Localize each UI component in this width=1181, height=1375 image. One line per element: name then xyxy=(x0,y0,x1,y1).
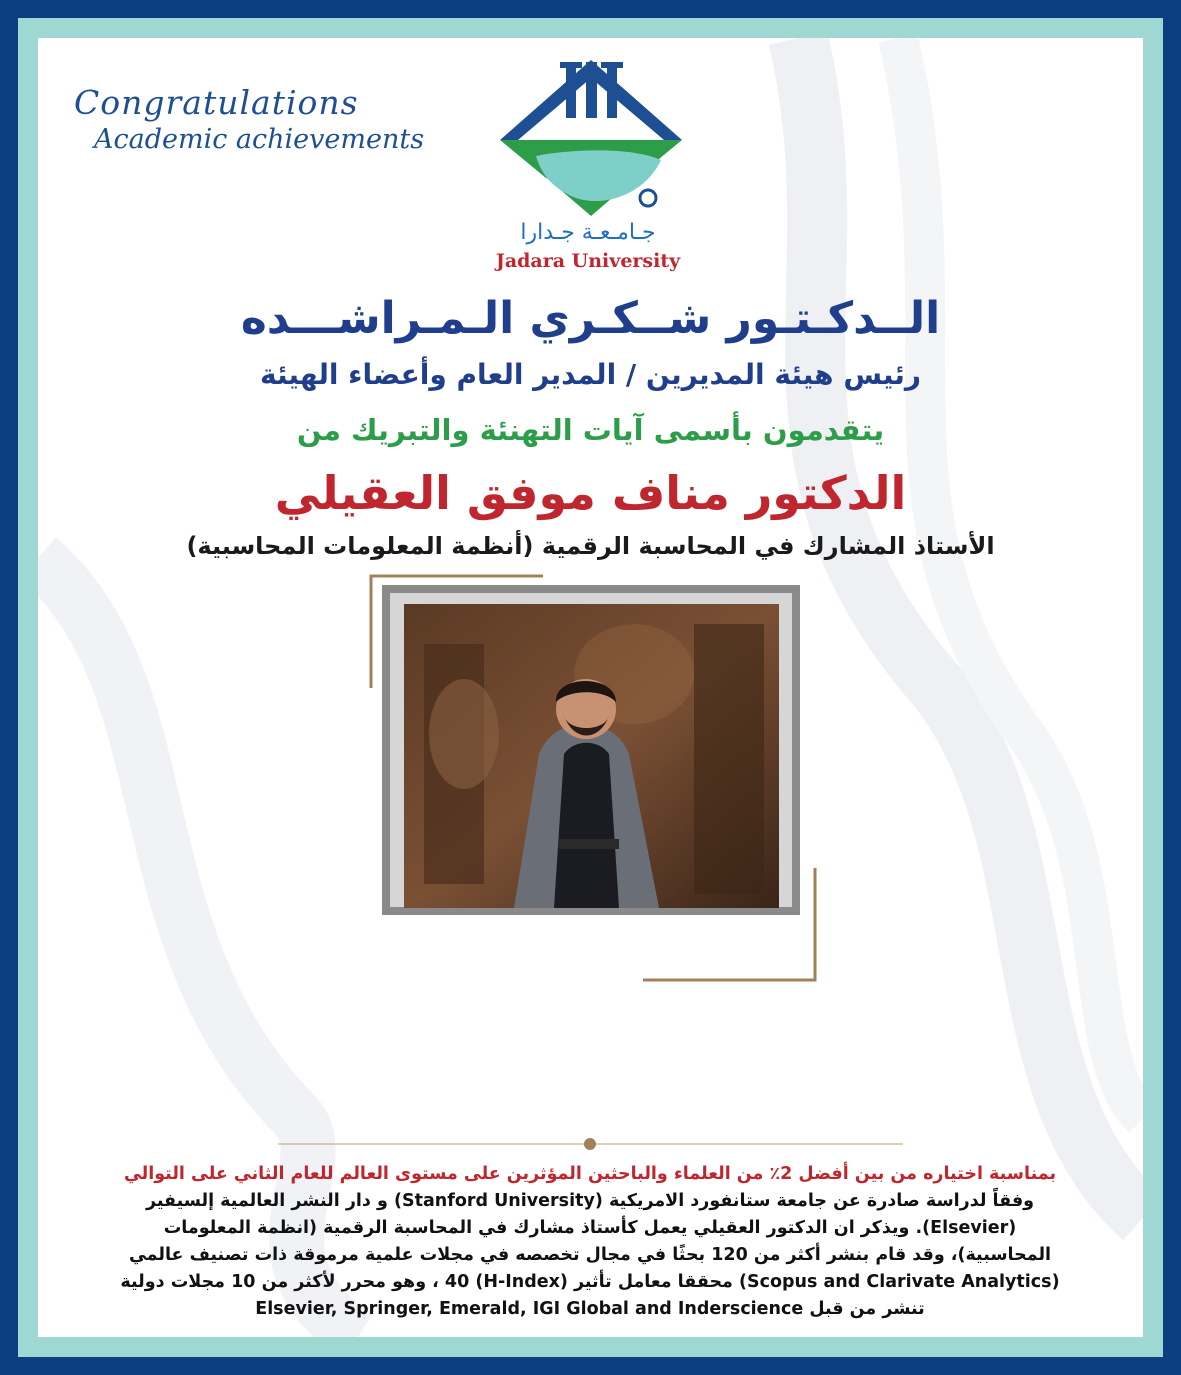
body-line-3: (Elsevier). ويذكر ان الدكتور العقيلي يعمل كأستاذ مشارك في المحاسبة الرقمية (انظمة المعلومات xyxy=(163,1218,1017,1238)
congratulations-heading xyxy=(74,83,424,155)
body-line-2: وفقاً لدراسة صادرة عن جامعة ستانفورد الامريكية (Stanford University) و دار النشر العالمية إلسيفير xyxy=(145,1191,1035,1211)
body-line-5: (Scopus and Clarivate Analytics) محققا معامل تأثير (H-Index) 40 ، وهو محرر لأكثر من 10 مجلات دولية xyxy=(120,1272,1060,1292)
board-title: رئيس هيئة المديرين / المدير العام وأعضاء الهيئة xyxy=(260,358,921,391)
congratulations-text: Congratulations xyxy=(74,83,359,122)
academic-achievements-text: Academic achievements xyxy=(94,124,425,155)
greeting-line: يتقدمون بأسمى آيات التهنئة والتبريك من xyxy=(296,413,885,447)
poster-canvas xyxy=(38,38,1143,1337)
announcement-body xyxy=(60,1161,1120,1323)
body-line-1: بمناسبة اختياره من بين أفضل 2٪ من العلماء والباحثين المؤثرين على مستوى العالم للعام الثاني على التوالي xyxy=(123,1164,1057,1184)
honoree-name: الدكتور مناف موفق العقيلي xyxy=(274,466,907,520)
jadara-university-logo xyxy=(496,48,686,218)
honoree-title: الأستاذ المشارك في المحاسبة الرقمية (أنظمة المعلومات المحاسبية) xyxy=(186,532,995,560)
honoree-photo xyxy=(404,604,779,908)
gold-divider xyxy=(278,1138,903,1150)
university-name-english: Jadara University xyxy=(495,250,681,272)
body-line-6: تنشر من قبل Elsevier, Springer, Emerald, IGI Global and Inderscience xyxy=(255,1299,925,1319)
body-line-4: المحاسبية)، وقد قام بنشر أكثر من 120 بحثًا في مجال تخصصه في مجلات علمية مرموقة ذات تصنيف عالمي xyxy=(128,1245,1052,1265)
chairman-name: الــدكـتـور شــكـري الـمـراشـــده xyxy=(240,293,941,344)
university-name-arabic: جـامـعـة جـدارا xyxy=(520,220,656,245)
